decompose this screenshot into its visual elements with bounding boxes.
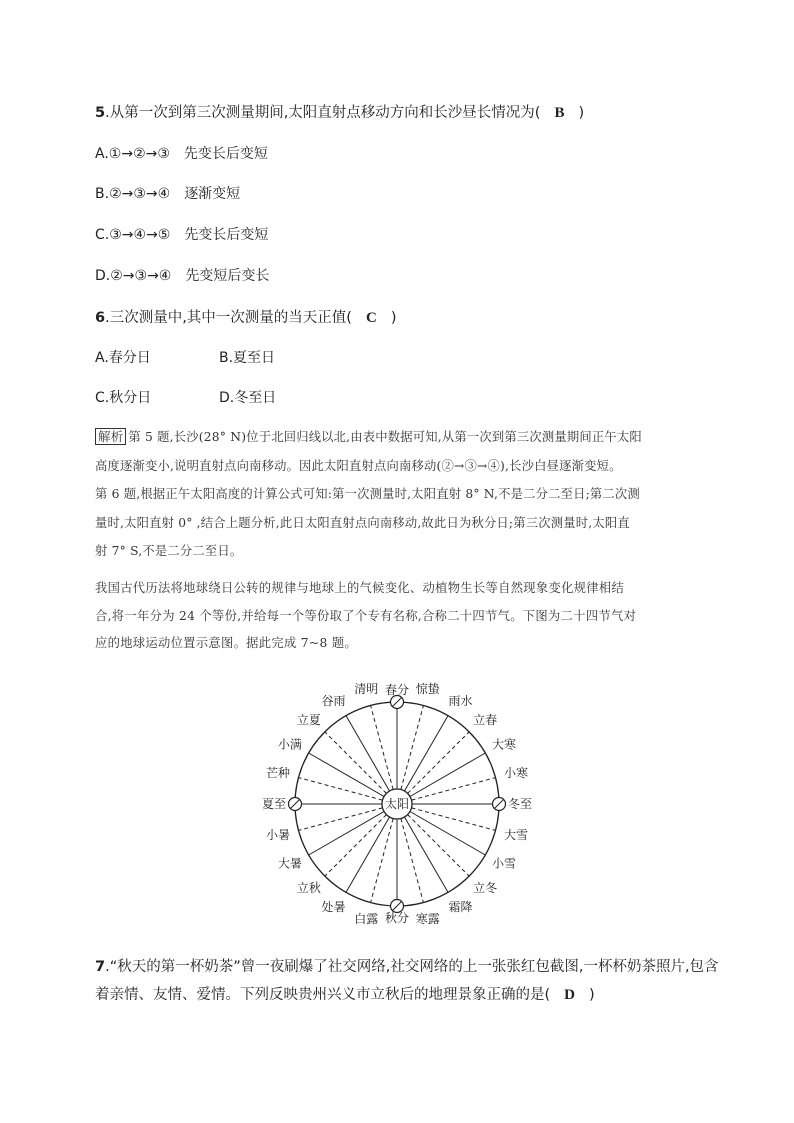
- spoke-line: [325, 732, 387, 794]
- q6-close: ): [390, 310, 397, 326]
- option-sequence: ②→③→④: [110, 268, 172, 284]
- solar-term-label: 芒种: [266, 766, 291, 781]
- q6-option-b[interactable]: B.夏至日: [219, 350, 276, 366]
- explanation-line: 高度逐渐变小,说明直射点向南移动。因此太阳直射点向南移动(②→③→④),长沙白昼逐渐变短。: [95, 458, 622, 473]
- solar-term-label: 夏至: [261, 797, 286, 811]
- q5-number: 5: [95, 105, 106, 121]
- spoke-line: [325, 815, 387, 877]
- q5-stem: [95, 101, 584, 122]
- option-letter: C.: [95, 227, 110, 243]
- q7-stem-line2: [95, 983, 595, 1004]
- solar-term-label: 惊蛰: [415, 682, 440, 697]
- q7-stem-line1: [95, 955, 719, 976]
- solar-term-label: 寒露: [415, 911, 440, 926]
- option-text: 先变长后变短: [183, 146, 268, 162]
- q7-close: ): [589, 987, 595, 1003]
- q6-number: 6: [95, 310, 106, 326]
- option-letter: A.: [95, 146, 109, 162]
- explanation-line: [95, 423, 699, 452]
- q5-option-d[interactable]: [95, 265, 269, 285]
- solar-term-label: 小暑: [266, 827, 291, 842]
- q6-stem: [95, 306, 396, 327]
- option-sequence: ①→②→③: [108, 146, 170, 162]
- intro-paragraph: [95, 575, 705, 658]
- option-letter: D.: [95, 268, 111, 284]
- solar-term-label: 秋分: [384, 911, 410, 925]
- option-text: 逐渐变短: [184, 186, 241, 202]
- q5-option-b[interactable]: [95, 183, 240, 203]
- explanation-label: 解析: [95, 428, 126, 445]
- spoke-line: [408, 732, 470, 794]
- q7-text-2: 着亲情、友情、爱情。下列反映贵州兴义市立秋后的地理景象正确的是(: [95, 987, 551, 1003]
- solar-term-label: 立春: [473, 712, 498, 727]
- solar-term-label: 立夏: [296, 712, 321, 727]
- q5-answer: B: [554, 105, 565, 121]
- solar-term-label: 立冬: [473, 881, 498, 896]
- explanation-line: 射 7° S,不是二分二至日。: [95, 544, 243, 558]
- q5-option-c[interactable]: [95, 224, 268, 244]
- q6-option-d[interactable]: D.冬至日: [219, 390, 277, 406]
- option-text: 先变长后变短: [184, 227, 269, 243]
- q6-answer: C: [365, 310, 377, 326]
- option-letter: B.: [95, 186, 110, 202]
- q7-answer: D: [564, 987, 575, 1003]
- q5-option-a[interactable]: [95, 143, 268, 163]
- q5-close: ): [578, 105, 585, 121]
- option-text: 先变短后变长: [185, 268, 270, 284]
- solar-term-label: 白露: [354, 911, 379, 926]
- sun-label: 太阳: [384, 797, 410, 811]
- q6-option-a[interactable]: A.春分日: [95, 350, 151, 366]
- intro-line: 我国古代历法将地球绕日公转的规律与地球上的气候变化、动植物生长等自然现象变化规律相结: [95, 581, 625, 595]
- q5-text: .从第一次到第三次测量期间,太阳直射点移动方向和长沙昼长情况为(: [105, 105, 541, 121]
- solar-term-label: 大暑: [277, 856, 302, 871]
- solar-term-label: 春分: [384, 683, 410, 697]
- q7-number: 7: [95, 959, 106, 975]
- solar-term-label: 霜降: [448, 900, 473, 915]
- option-sequence: ③→④→⑤: [109, 227, 171, 243]
- solar-term-label: 清明: [354, 682, 379, 697]
- solar-term-label: 雨水: [448, 693, 473, 708]
- solar-term-label: 大雪: [503, 827, 528, 842]
- explanation-block: [95, 423, 699, 566]
- solar-term-label: 处暑: [321, 900, 346, 915]
- explanation-text: 第 5 题,长沙(28° N)位于北回归线以北,由表中数据可知,从第一次到第三次测量期间正午太阳: [128, 430, 642, 444]
- explanation-line: 量时,太阳直射 0° ,结合上题分析,此日太阳直射点向南移动,故此日为秋分日;第三次测量时,太阳直: [95, 515, 630, 530]
- intro-line: 合,将一年分为 24 个等份,并给每一个等份取了个专有名称,合称二十四节气。下图为二十四节气对: [95, 608, 637, 623]
- solar-term-label: 小满: [277, 737, 302, 752]
- solar-term-label: 立秋: [296, 881, 321, 896]
- solar-term-label: 冬至: [508, 797, 533, 811]
- solar-term-label: 小寒: [503, 766, 528, 781]
- option-sequence: ②→③→④: [109, 186, 171, 202]
- q6-option-c[interactable]: C.秋分日: [95, 390, 152, 406]
- spoke-line: [408, 815, 470, 877]
- explanation-line: 第 6 题,根据正午太阳高度的计算公式可知:第一次测量时,太阳直射 8° N,不是二分二至日;第二次测: [95, 487, 640, 501]
- solar-terms-diagram: [250, 672, 550, 932]
- solar-term-label: 小雪: [492, 856, 517, 871]
- q7-text-1: .“秋天的第一杯奶茶”曾一夜刷爆了社交网络,社交网络的上一张张红包截图,一杯杯奶茶照片,包含: [105, 959, 719, 975]
- q6-text: .三次测量中,其中一次测量的当天正值(: [105, 310, 352, 326]
- solar-term-label: 谷雨: [321, 693, 346, 708]
- intro-line: 应的地球运动位置示意图。据此完成 7~8 题。: [95, 636, 358, 650]
- solar-term-label: 大寒: [492, 737, 517, 752]
